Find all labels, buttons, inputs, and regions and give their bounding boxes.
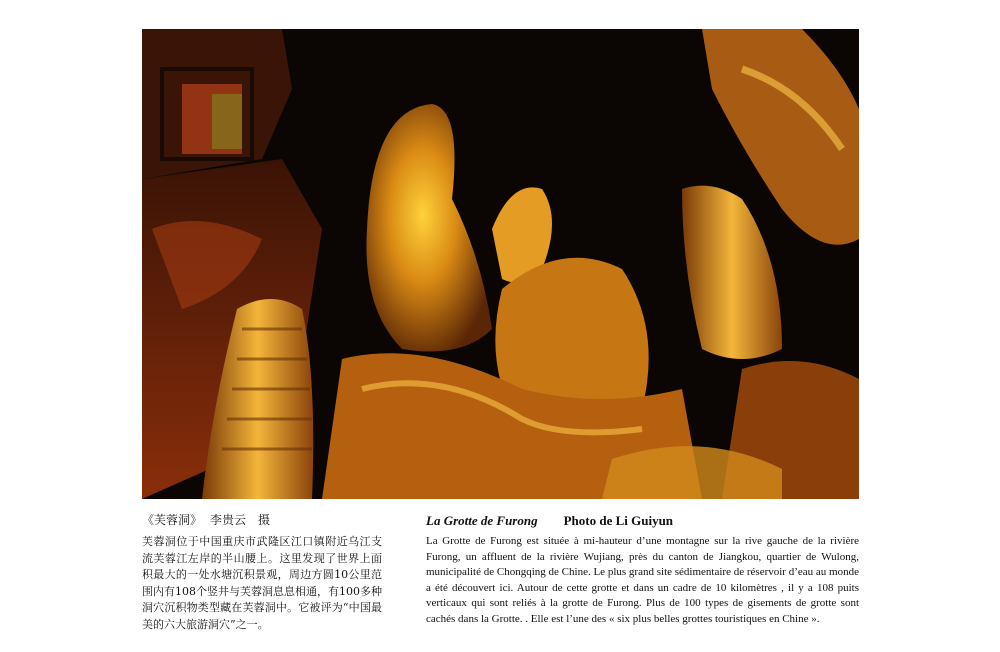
chinese-photographer: 李贵云 摄 bbox=[210, 513, 271, 527]
cave-photo-illustration bbox=[142, 29, 859, 499]
chinese-body: 芙蓉洞位于中国重庆市武隆区江口镇附近乌江支流芙蓉江左岸的半山腰上。这里发现了世界上面积最大的一处水塘沉积景观，周边方圆10公里范围内有108个竖井与芙蓉洞息息相通，有100多种洞穴沉积物类型藏在芙蓉洞中。它被评为“中国最美的六大旅游洞穴”之一。 bbox=[142, 535, 382, 631]
chinese-caption bbox=[142, 512, 382, 633]
chinese-title-line bbox=[142, 512, 382, 528]
french-credit: Photo de Li Guiyun bbox=[563, 513, 674, 528]
chinese-title: 《芙蓉洞》 bbox=[142, 513, 203, 527]
french-caption bbox=[426, 512, 859, 628]
cave-photo bbox=[142, 29, 859, 499]
french-title-line bbox=[426, 512, 859, 529]
french-title: La Grotte de Furong bbox=[426, 513, 538, 528]
french-body: La Grotte de Furong est située à mi-hauteur d’une montagne sur la rive gauche de la rivière Furong, un affluent de la rivière Wujiang, près du canton de Jiangkou, quartier de Wulong, municipalité de Chongqing de Chine. Le plus grand site sédimentaire de réservoir d’eau au monde a été découvert ici. Autour de cette grotte et dans un cadre de 10 kilomètres , il y a 108 puits verticaux qui sont reliés à la grotte de Furong. Plus de 100 types de gisements de grotte sont cachés dans la Grotte. . Elle est l’une des « six plus belles grottes touristiques en Chine ». bbox=[426, 535, 859, 625]
